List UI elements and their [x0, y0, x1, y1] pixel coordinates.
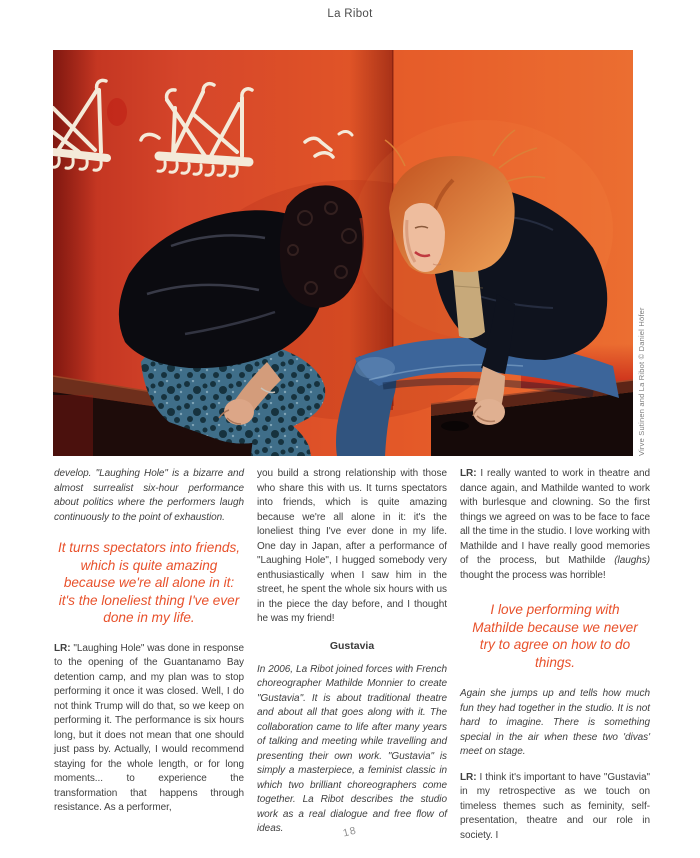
- speaker-label-lr: LR:: [54, 642, 71, 654]
- paragraph-text: I really wanted to work in theatre and dance again, and Mathilde wanted to work with burlesque and clowning. So the first things we agreed on was to be face to face all the time in the studio. I love working with Mathilde and I have really good memories of the process, but Mathilde: [460, 468, 650, 566]
- paragraph-text: I think it's important to have "Gustavia" in my retrospective as we touch on timeless themes such as feminity, self-presentation, theatre and our role in society. I: [460, 771, 650, 841]
- speaker-label-lr: LR:: [460, 468, 477, 479]
- stage-direction: (laughs): [614, 555, 650, 566]
- pull-quote-2: I love performing with Mathilde because we never try to agree on how to do things.: [472, 602, 638, 670]
- section-heading-gustavia: Gustavia: [329, 639, 375, 652]
- paragraph-text: "Laughing Hole" was done in response to the opening of the Guantanamo Bay detention camp, and my plan was to stop performing it once it was closed. Well, I do not think Trump will do that, so we keep on performing it. The performance is six hours long, but it does not mean that one should just pass by. Actually, I would recommend staying for the whole length, or for long moments... to experience the transformation that happens through resistance. As a performer,: [54, 642, 244, 813]
- interview-paragraph: you build a strong relationship with those who share this with us. It turns spectators into friends, which is quite amazing because we're all alone in it: it's the loneliest thing I've ever done in my life. One day in Japan, after a performance of "Laughing Hole", I hugged somebody very enthusiastically when I saw him in the street, he spent the whole six hours with us in the piece the day before, and I thought he was my friend!: [257, 468, 447, 624]
- paragraph-text: thought the process was horrible!: [460, 569, 606, 581]
- magazine-photo: [53, 50, 633, 456]
- page-footer: [0, 822, 700, 840]
- column-3: [460, 467, 650, 843]
- photo-credit: Virve Sutinen and La Ribot © Daniel Höfer: [637, 307, 646, 456]
- editorial-paragraph: In 2006, La Ribot joined forces with French choreographer Mathilde Monnier to create "Gustavia". It is about traditional theatre and about all that goes along with it. The collaboration came to life after many years of talking and meeting while travelling and presenting their own work. "Gustavia" is simply a masterpiece, a feminist classic in which two brilliant choreographers come together. La Ribot describes the studio work as a real dialogue and free flow of ideas.: [257, 663, 447, 834]
- column-2: [257, 467, 447, 843]
- speaker-label-lr: LR:: [460, 771, 477, 783]
- header-title: La Ribot: [327, 8, 373, 20]
- hand: [224, 399, 254, 425]
- interview-paragraph: [460, 467, 650, 583]
- column-1: [54, 467, 244, 843]
- article-columns: [54, 467, 650, 843]
- editorial-paragraph: Again she jumps up and tells how much fun they had together in the studio. It is not hard to imagine. There is something special in the air when these two 'divas' meet on stage.: [460, 688, 650, 757]
- pull-quote-1: It turns spectators into friends, which is quite amazing because we're all alone in it: it's the loneliest thing I've ever done in my life.: [57, 540, 241, 625]
- page-header: [0, 8, 700, 20]
- photo-illustration: [53, 50, 633, 456]
- intro-paragraph: develop. "Laughing Hole" is a bizarre and almost surrealist six-hour performance about politics where the performers laugh continuously to the point of exhaustion.: [54, 468, 244, 523]
- page-number: 18: [341, 824, 359, 840]
- interview-paragraph: [54, 642, 244, 816]
